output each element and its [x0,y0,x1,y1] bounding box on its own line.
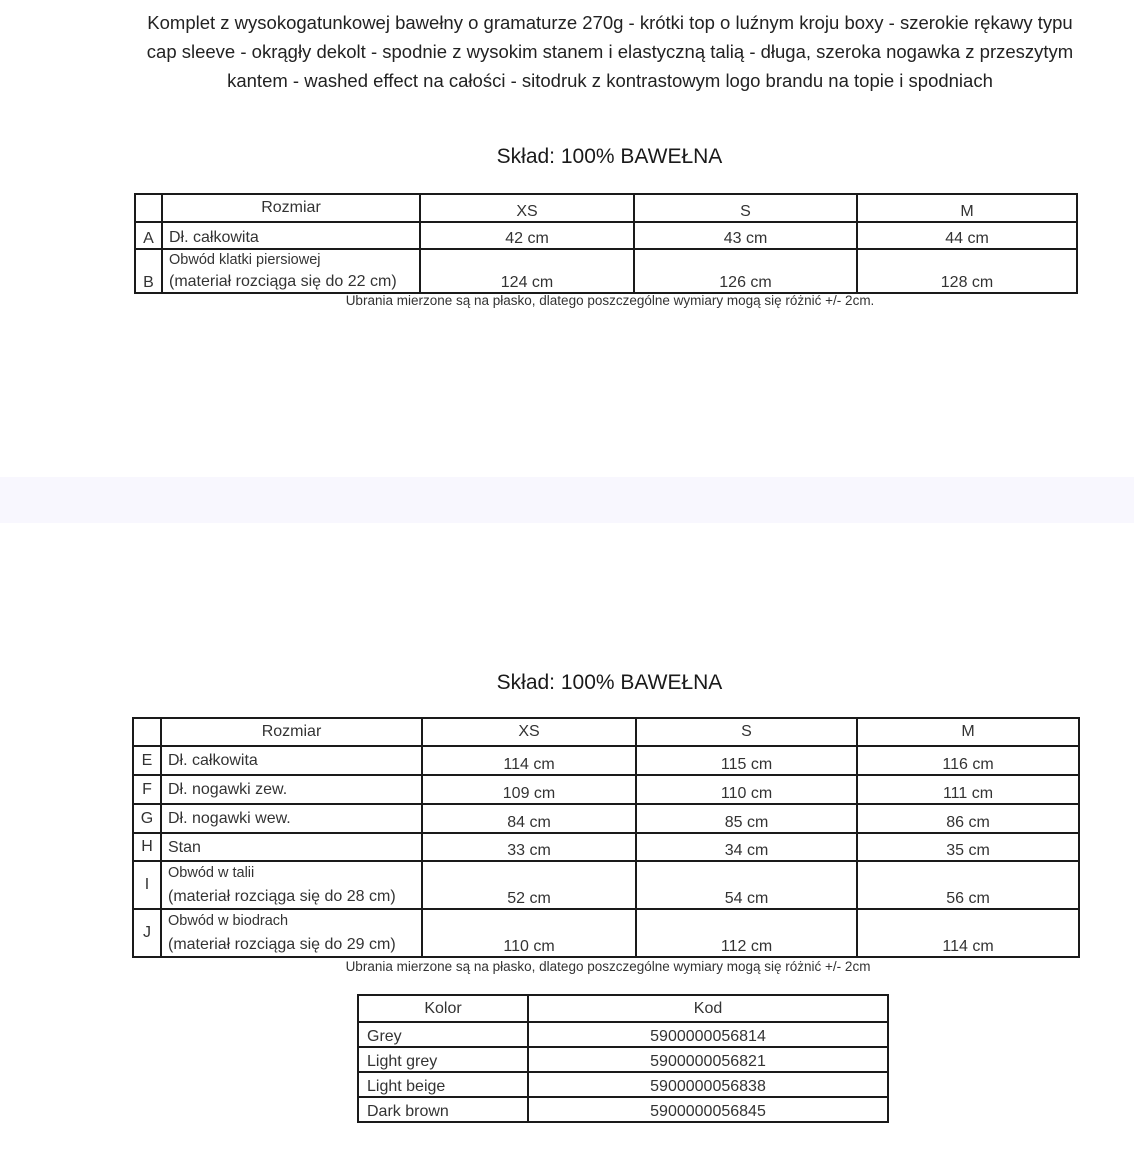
value-m: 116 cm [857,746,1079,775]
color-code: 5900000056814 [528,1022,888,1047]
table-row [135,222,1077,249]
value-xs: 124 cm [420,249,634,293]
table-header-row [135,194,1077,222]
color-table-header [358,995,888,1022]
value-s: 85 cm [636,804,857,833]
value-s: 110 cm [636,775,857,804]
measurement-note-top: Ubrania mierzone są na płasko, dlatego poszczególne wymiary mogą się różnić +/- 2cm. [345,293,875,308]
value-m: 114 cm [857,909,1079,957]
table-row [133,804,1079,833]
row-label: Stan [161,833,422,861]
table-row [133,909,1079,957]
row-letter: A [135,222,162,249]
row-letter: E [133,746,161,775]
value-s: 43 cm [634,222,857,249]
value-xs: 33 cm [422,833,636,861]
header-size-m: M [857,718,1079,746]
table-corner-cell [135,194,162,222]
header-color: Kolor [358,995,528,1022]
size-table-bottom [132,717,1080,958]
composition-heading-top: Skład: 100% BAWEŁNA [496,145,723,168]
color-row [358,1022,888,1047]
table-row [133,746,1079,775]
table-row [133,775,1079,804]
table-row [135,249,1077,293]
value-s: 54 cm [636,861,857,909]
header-size-m: M [857,194,1077,222]
header-size-s: S [634,194,857,222]
color-code-table [357,994,889,1123]
table-row [133,833,1079,861]
header-code: Kod [528,995,888,1022]
value-m: 111 cm [857,775,1079,804]
color-name: Light grey [358,1047,528,1072]
color-row [358,1097,888,1122]
row-label: Dł. całkowita [162,222,420,249]
color-name: Dark brown [358,1097,528,1122]
header-size-s: S [636,718,857,746]
row-label-cell [162,249,420,293]
row-letter: F [133,775,161,804]
row-sublabel: (materiał rozciąga się do 22 cm) [169,273,397,290]
header-size-label: Rozmiar [161,718,422,746]
row-label: Obwód w biodrach [168,913,289,929]
composition-heading-bottom: Skład: 100% BAWEŁNA [496,671,723,694]
value-xs: 84 cm [422,804,636,833]
row-letter: J [133,909,161,957]
color-code: 5900000056845 [528,1097,888,1122]
row-label-cell [161,861,422,909]
color-row [358,1072,888,1097]
row-letter: B [135,249,162,293]
value-s: 34 cm [636,833,857,861]
size-table-top [134,193,1078,294]
value-m: 56 cm [857,861,1079,909]
product-description: Komplet z wysokogatunkowej bawełny o gramaturze 270g - krótki top o luźnym kroju boxy - szerokie rękawy typu cap sleeve - okrągły dekolt - spodnie z wysokim stanem i elastyczną talią - długa, szeroka nogawka z przeszytym kantem - washed effect na całości - sitodruk z kontrastowym logo brandu na topie i spodniach [146,12,1074,91]
value-s: 115 cm [636,746,857,775]
header-size-xs: XS [420,194,634,222]
section-divider-band [0,477,1134,523]
table-header-row [133,718,1079,746]
header-size-label: Rozmiar [162,194,420,222]
color-name: Light beige [358,1072,528,1097]
row-letter: H [133,833,161,861]
value-m: 86 cm [857,804,1079,833]
value-m: 128 cm [857,249,1077,293]
color-row [358,1047,888,1072]
value-xs: 110 cm [422,909,636,957]
row-label: Dł. całkowita [161,746,422,775]
value-xs: 42 cm [420,222,634,249]
measurement-note-bottom: Ubrania mierzone są na płasko, dlatego poszczególne wymiary mogą się różnić +/- 2cm [345,959,871,974]
color-code: 5900000056821 [528,1047,888,1072]
color-code: 5900000056838 [528,1072,888,1097]
row-label: Dł. nogawki zew. [161,775,422,804]
row-sublabel: (materiał rozciąga się do 29 cm) [168,936,396,953]
value-xs: 52 cm [422,861,636,909]
row-letter: I [133,861,161,909]
value-m: 44 cm [857,222,1077,249]
value-xs: 114 cm [422,746,636,775]
row-label: Dł. nogawki wew. [161,804,422,833]
table-corner-cell [133,718,161,746]
row-label-cell [161,909,422,957]
header-size-xs: XS [422,718,636,746]
row-label: Obwód klatki piersiowej [169,252,321,268]
value-m: 35 cm [857,833,1079,861]
value-xs: 109 cm [422,775,636,804]
value-s: 126 cm [634,249,857,293]
row-sublabel: (materiał rozciąga się do 28 cm) [168,888,396,905]
row-label: Obwód w talii [168,865,255,881]
table-row [133,861,1079,909]
row-letter: G [133,804,161,833]
color-name: Grey [358,1022,528,1047]
value-s: 112 cm [636,909,857,957]
